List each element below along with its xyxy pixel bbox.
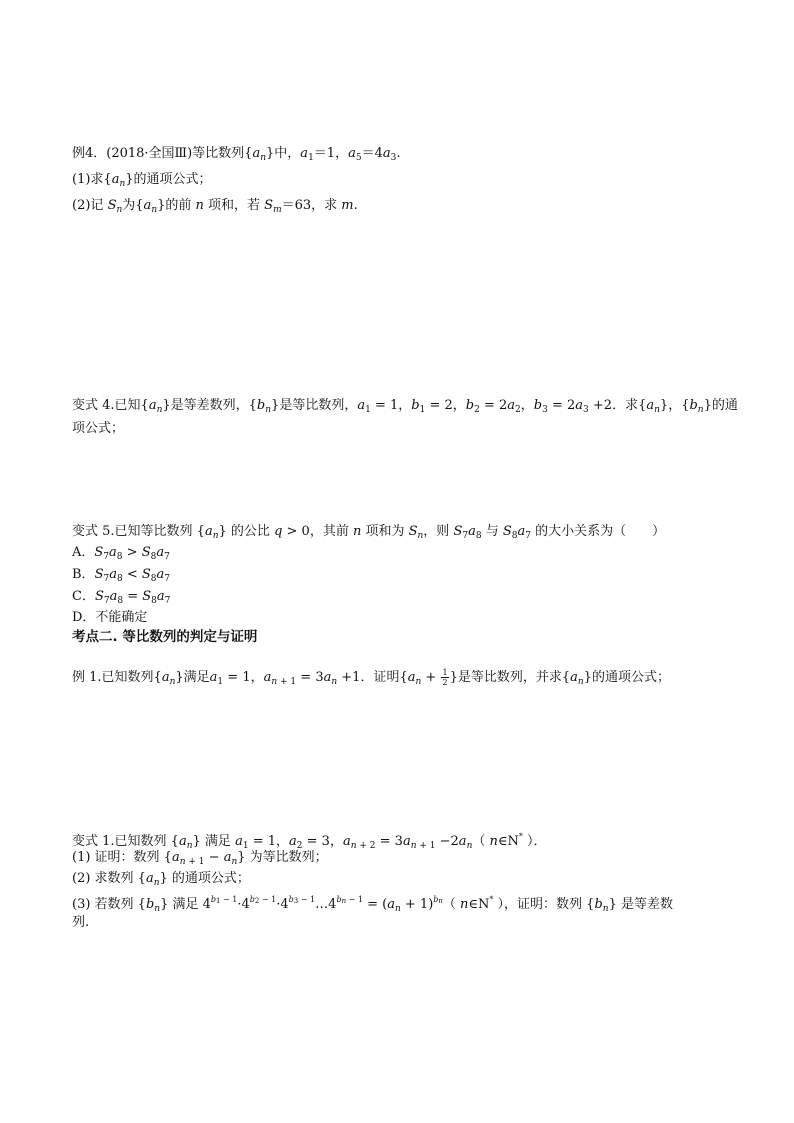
example-4-question-2: (2)记 $S_n$为$\{a_n\}$的前 n 项和，若 $S_m=63$，求 m. (72, 198, 358, 215)
variant-5-option-a: A．$S_7a_8 > S_8a_7$ (72, 545, 170, 562)
variant-1-question-3: (3) 若数列 $\{b_n\}$ 满足 $4^{b_1 - 1}\cdot 4^{b_2 - 1}\cdot 4^{b_3 - 1}\dots 4^{b_n - 1} = (a_n + 1)^{b_n}$（ n∈N* ），证明：数列 $\{b_n\}$ 是等差数 (72, 895, 673, 914)
fraction-one-half: $\frac{1}{2}$ (442, 668, 448, 687)
section-heading: 考点二. 等比数列的判定与证明 (72, 629, 258, 645)
example-4-question-1: (1)求$\{a_n\}$的通项公式； (72, 172, 212, 189)
variant-1-question-1: (1) 证明：数列 $\{a_{n + 1} - a_n\}$ 为等比数列； (72, 850, 328, 867)
example-4-statement: 例4．(2018·全国Ⅲ)等比数列$\{a_n\}$中，$a_1=1$，$a_5=4a_3$. (72, 146, 401, 163)
variant-1-stem: 变式 1.已知数列 $\{a_n\}$ 满足 $a_1 = 1$，$a_2 = 3$，$a_{n + 2} = 3a_{n + 1} -2a_n$（ n∈N* ）． (72, 832, 547, 851)
variant-5-option-d: D．不能确定 (72, 610, 148, 625)
variant-5-option-b: B．$S_7a_8 < S_8a_7$ (72, 567, 171, 584)
variant-4-statement: 变式 4.已知$\{a_n\}$是等差数列，$\{b_n\}$是等比数列，$a_1 = 1$，$b_1 = 2$，$b_2 = 2a_2$，$b_3 = 2a_3 +2$．求$\{a_n\}$，$\{b_n\}$的通 (72, 398, 738, 415)
variant-5-option-c: C．$S_7a_8 = S_8a_7$ (72, 589, 171, 606)
variant-5-stem: 变式 5.已知等比数列 $\{a_n\}$ 的公比 q > 0，其前 n 项和为 $S_n$，则 $S_7a_8$ 与 $S_8a_7$ 的大小关系为（ ） (72, 524, 666, 541)
variant-1-question-2: (2) 求数列 $\{a_n\}$ 的通项公式； (72, 871, 250, 888)
variant-4-statement-cont: 项公式； (72, 421, 125, 436)
variant-1-question-3-cont: 列. (72, 915, 90, 930)
example-1-statement: 例 1.已知数列$\{a_n\}$满足$a_1 = 1$，$a_{n + 1} = 3a_n +1$．证明{$a_n$ + $\frac{1}{2}$ }是等比数列，并求$\{a_n\}$的通项公式； (72, 668, 670, 687)
